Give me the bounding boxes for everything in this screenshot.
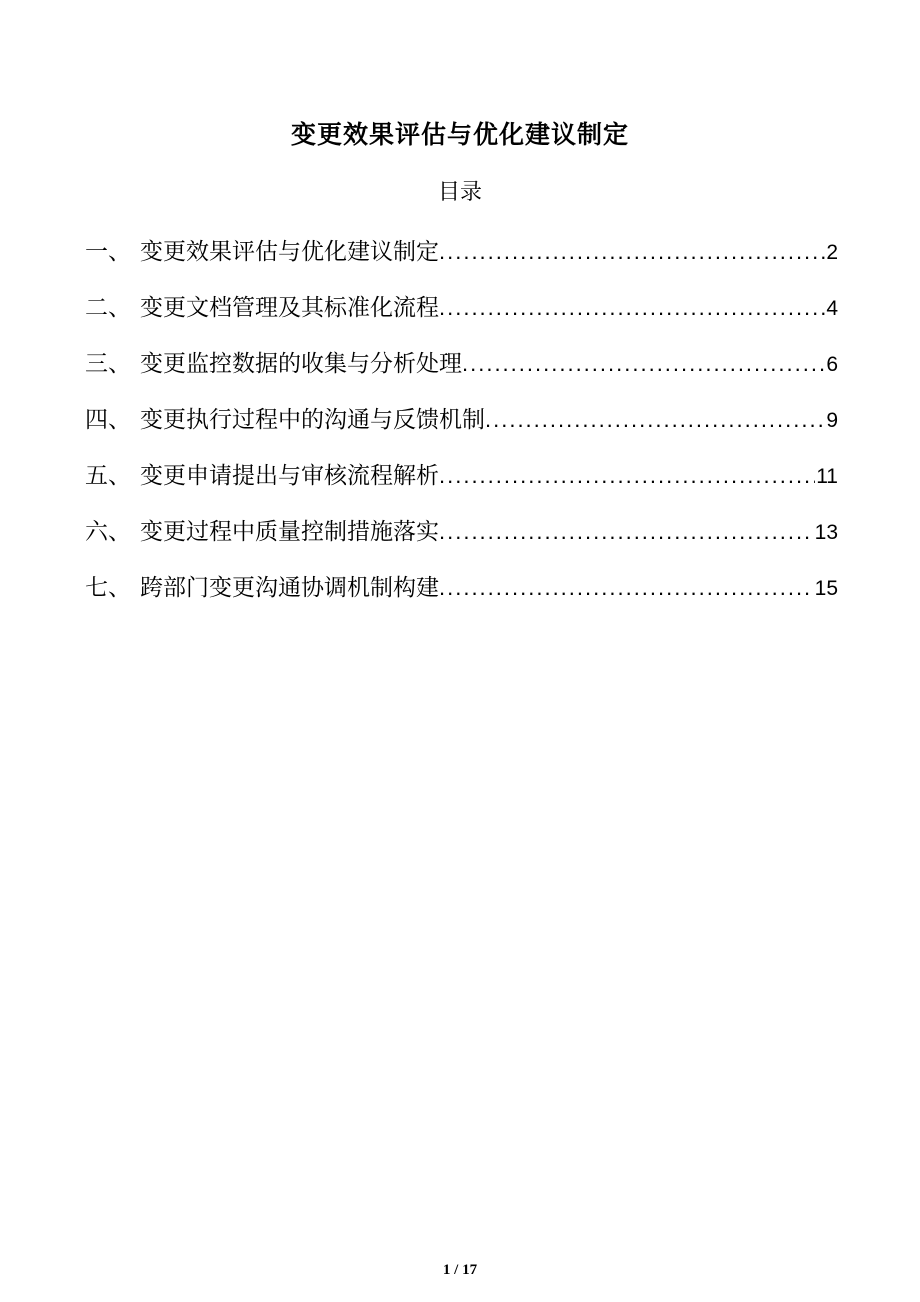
toc-entry-number: 五、 [85,462,131,488]
table-of-contents [0,237,920,603]
toc-entry-number: 二、 [85,294,131,320]
toc-entry-page-number: 6 [826,353,838,376]
page-number: 1 / 17 [442,1262,478,1278]
toc-entry-title: 变更文档管理及其标准化流程 [140,294,439,320]
toc-heading: 目录 [437,179,482,204]
toc-entry[interactable] [85,237,838,267]
toc-entry[interactable] [85,293,838,323]
toc-entry-page-number: 2 [826,241,838,264]
toc-dotted-leader [439,293,825,322]
toc-entry-title: 变更申请提出与审核流程解析 [140,462,439,488]
toc-entry[interactable] [85,461,838,491]
toc-dotted-leader [439,573,814,602]
toc-entry-number: 六、 [85,518,131,544]
toc-dotted-leader [462,349,825,378]
toc-entry[interactable] [85,517,838,547]
toc-entry[interactable] [85,405,838,435]
toc-entry-page-number: 9 [826,409,838,432]
toc-entry-page-number: 15 [814,577,838,600]
toc-entry-title: 变更监控数据的收集与分析处理 [140,350,462,376]
toc-entry-number: 一、 [85,238,131,264]
toc-dotted-leader [439,461,815,490]
toc-entry-page-number: 13 [814,521,838,544]
toc-entry-number: 三、 [85,350,131,376]
toc-entry-page-number: 11 [816,465,838,488]
document-title: 变更效果评估与优化建议制定 [290,121,629,149]
toc-entry-title: 变更效果评估与优化建议制定 [140,238,439,264]
toc-entry-page-number: 4 [826,297,838,320]
toc-entry-title: 跨部门变更沟通协调机制构建 [140,574,439,600]
toc-dotted-leader [439,517,814,546]
toc-entry[interactable] [85,573,838,603]
toc-entry-title: 变更执行过程中的沟通与反馈机制 [140,406,485,432]
toc-entry[interactable] [85,349,838,379]
toc-entry-title: 变更过程中质量控制措施落实 [140,518,439,544]
toc-entry-number: 四、 [85,406,131,432]
toc-dotted-leader [439,237,825,266]
toc-entry-number: 七、 [85,574,131,600]
toc-dotted-leader [485,405,825,434]
